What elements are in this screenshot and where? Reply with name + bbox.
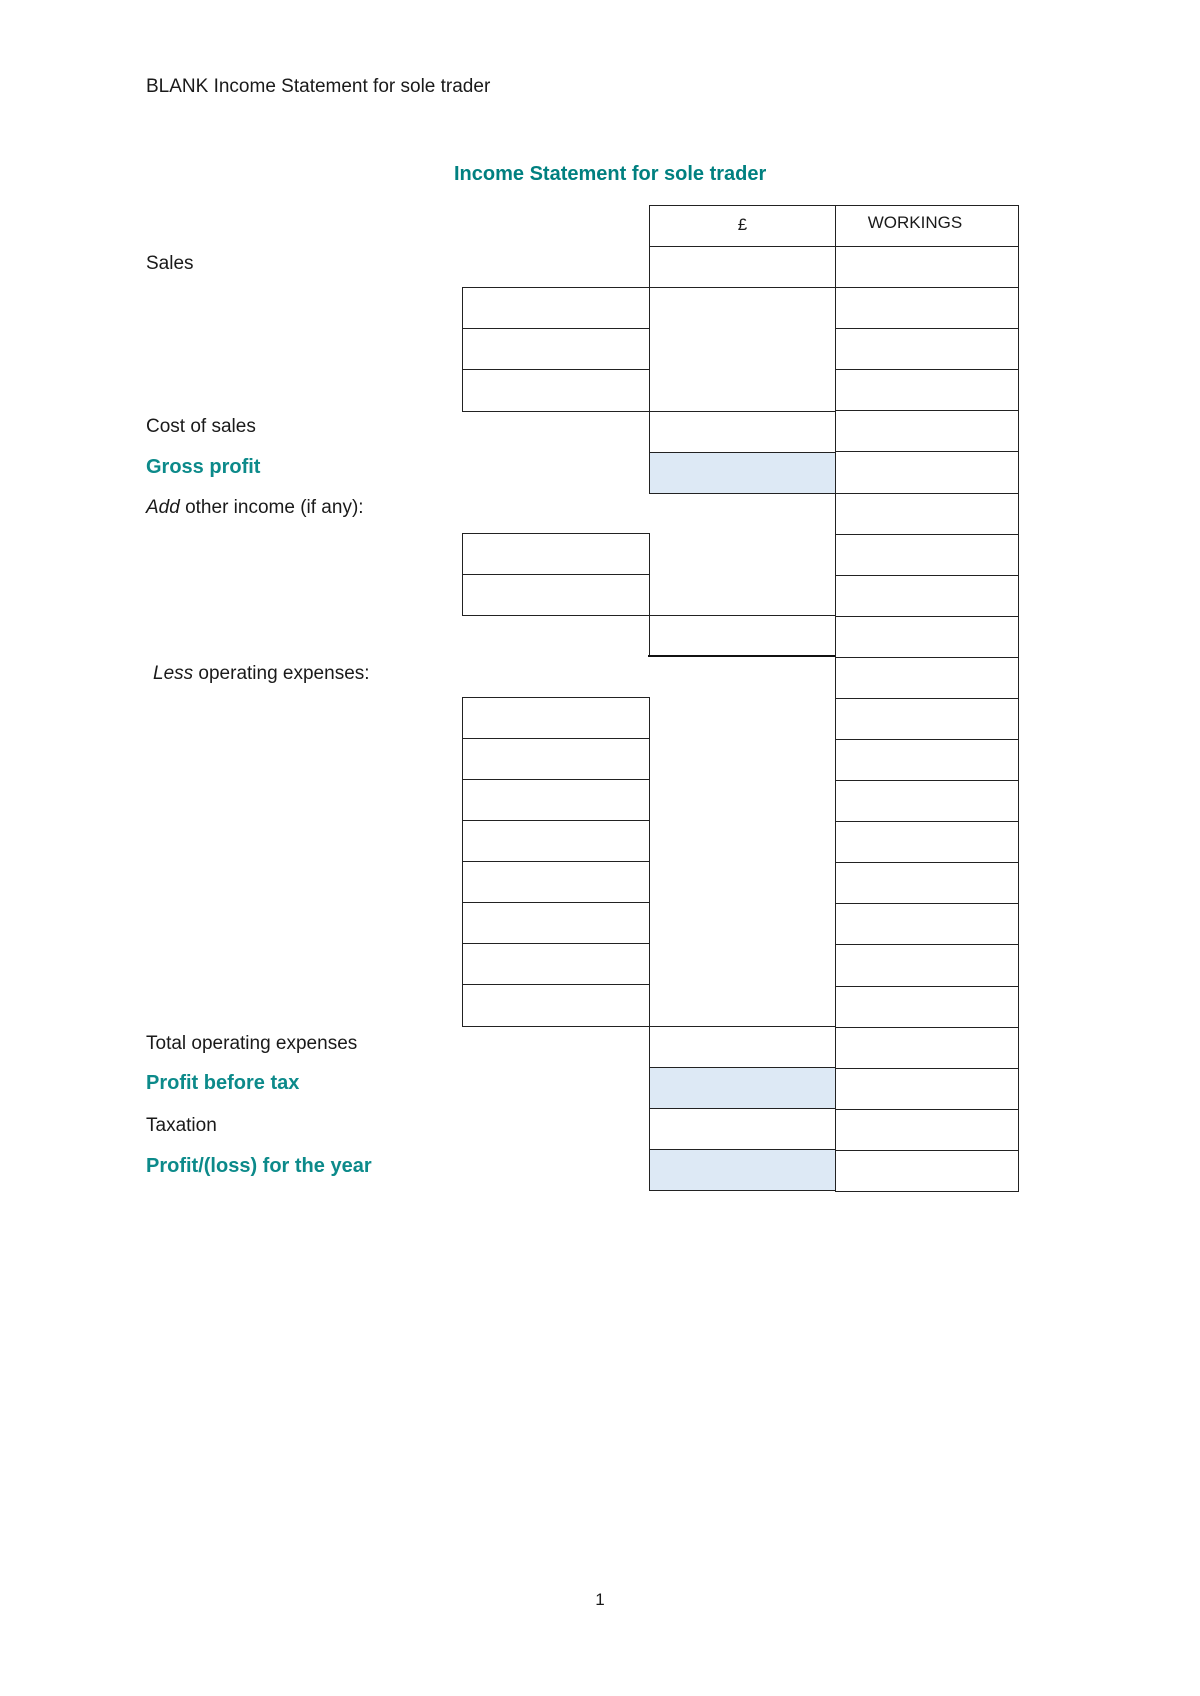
page-header: BLANK Income Statement for sole trader <box>146 76 491 97</box>
cost-of-sales-label: Cost of sales <box>146 416 256 437</box>
other-income-detail-cell-2[interactable] <box>462 574 650 616</box>
workings-cell-2[interactable] <box>835 287 1019 329</box>
workings-cell-7[interactable] <box>835 493 1019 535</box>
expense-detail-cell-7[interactable] <box>462 943 650 985</box>
gross-profit-amount-cell[interactable] <box>649 452 836 494</box>
workings-cell-5[interactable] <box>835 410 1019 452</box>
other-income-detail-cell-1[interactable] <box>462 533 650 575</box>
operating-expenses-text: operating expenses: <box>193 663 370 684</box>
expense-detail-cell-8[interactable] <box>462 984 650 1027</box>
sales-detail-amount-block[interactable] <box>649 287 836 412</box>
workings-cell-21[interactable] <box>835 1068 1019 1110</box>
total-operating-expenses-label: Total operating expenses <box>146 1033 358 1054</box>
workings-cell-17[interactable] <box>835 903 1019 945</box>
workings-cell-16[interactable] <box>835 862 1019 904</box>
sales-detail-cell-2[interactable] <box>462 328 650 370</box>
operating-expenses-label <box>153 662 370 686</box>
expense-detail-cell-4[interactable] <box>462 820 650 862</box>
workings-cell-11[interactable] <box>835 657 1019 699</box>
workings-cell-1[interactable] <box>835 246 1019 288</box>
cost-of-sales-amount-cell[interactable] <box>649 411 836 453</box>
workings-cell-10[interactable] <box>835 616 1019 658</box>
workings-cell-8[interactable] <box>835 534 1019 576</box>
sales-detail-cell-3[interactable] <box>462 369 650 412</box>
workings-cell-19[interactable] <box>835 986 1019 1028</box>
other-income-text: other income (if any): <box>179 497 364 518</box>
other-income-label <box>146 496 364 520</box>
expense-detail-cell-1[interactable] <box>462 697 650 739</box>
other-income-total-cell[interactable] <box>649 615 836 657</box>
workings-cell-4[interactable] <box>835 369 1019 411</box>
other-income-underline <box>648 655 836 657</box>
sales-label: Sales <box>146 253 194 274</box>
workings-cell-22[interactable] <box>835 1109 1019 1151</box>
less-word: Less <box>153 663 194 684</box>
sales-amount-cell[interactable] <box>649 246 836 288</box>
workings-cell-6[interactable] <box>835 451 1019 493</box>
workings-cell-14[interactable] <box>835 780 1019 822</box>
add-word: Add <box>146 497 180 518</box>
workings-cell-3[interactable] <box>835 328 1019 370</box>
statement-title: Income Statement for sole trader <box>454 163 767 185</box>
gross-profit-label: Gross profit <box>146 456 261 478</box>
profit-loss-amount-cell[interactable] <box>649 1149 836 1191</box>
expense-detail-cell-5[interactable] <box>462 861 650 903</box>
sales-detail-cell-1[interactable] <box>462 287 650 329</box>
workings-cell-9[interactable] <box>835 575 1019 617</box>
workings-header: WORKINGS <box>867 213 963 232</box>
profit-loss-label: Profit/(loss) for the year <box>146 1155 372 1177</box>
profit-before-tax-label: Profit before tax <box>146 1072 300 1094</box>
workings-cell-15[interactable] <box>835 821 1019 863</box>
amount-header: £ <box>737 215 748 234</box>
profit-before-tax-amount-cell[interactable] <box>649 1067 836 1109</box>
taxation-amount-cell[interactable] <box>649 1108 836 1150</box>
workings-cell-18[interactable] <box>835 944 1019 986</box>
workings-cell-12[interactable] <box>835 698 1019 740</box>
expense-detail-cell-3[interactable] <box>462 779 650 821</box>
workings-cell-20[interactable] <box>835 1027 1019 1069</box>
expense-detail-cell-2[interactable] <box>462 738 650 780</box>
page-number: 1 <box>595 1590 605 1609</box>
taxation-label: Taxation <box>146 1115 217 1136</box>
workings-cell-13[interactable] <box>835 739 1019 781</box>
workings-cell-23[interactable] <box>835 1150 1019 1192</box>
total-operating-expenses-amount-cell[interactable] <box>649 1026 836 1068</box>
expense-detail-cell-6[interactable] <box>462 902 650 944</box>
